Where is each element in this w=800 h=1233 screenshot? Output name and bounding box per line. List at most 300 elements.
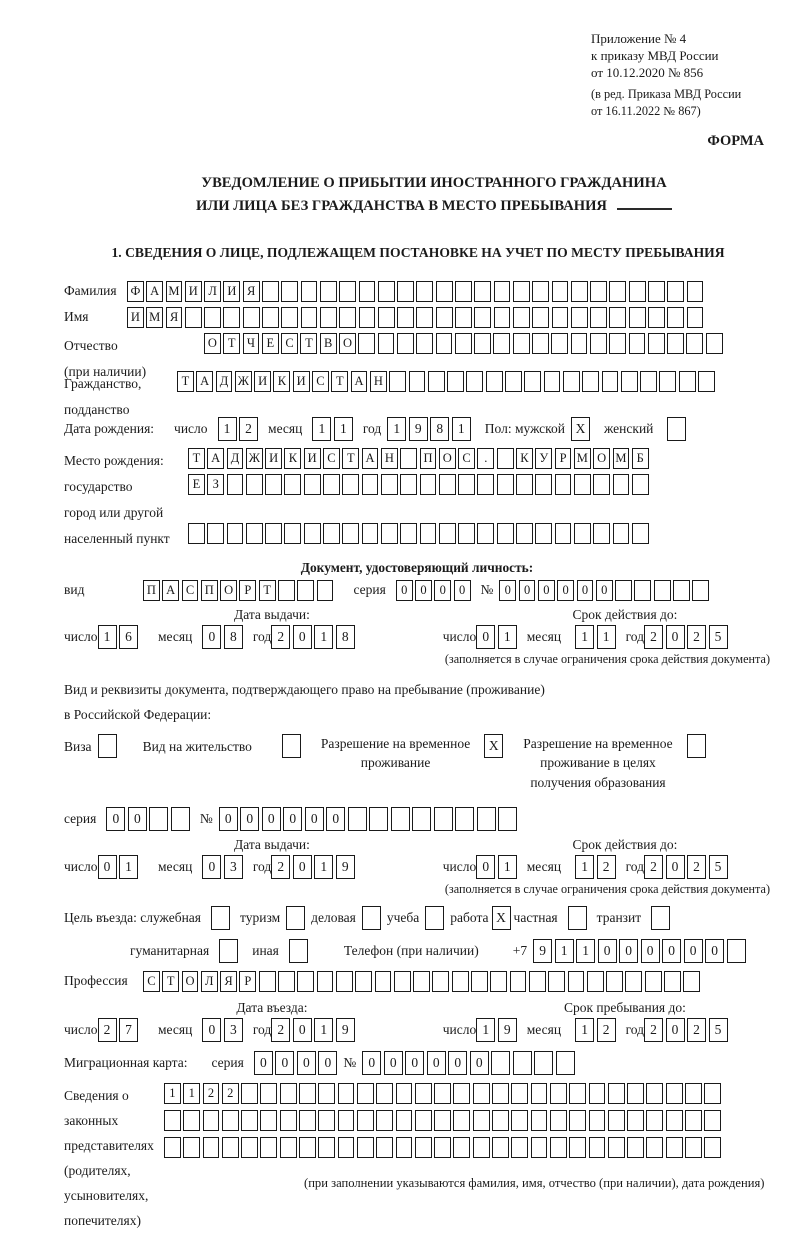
form-cell[interactable] <box>569 1137 586 1158</box>
form-cell[interactable]: 3 <box>224 1018 243 1042</box>
form-cell[interactable]: 0 <box>538 580 555 601</box>
form-cell[interactable] <box>203 1137 220 1158</box>
stay-day[interactable] <box>476 1018 517 1042</box>
form-cell[interactable]: О <box>182 971 199 992</box>
form-cell[interactable] <box>534 1051 553 1075</box>
form-cell[interactable]: 0 <box>641 939 660 963</box>
doc-expiry-month[interactable] <box>575 625 616 649</box>
form-cell[interactable] <box>646 1110 663 1131</box>
form-cell[interactable]: М <box>166 281 183 302</box>
form-cell[interactable] <box>497 523 514 544</box>
form-cell[interactable]: М <box>613 448 630 469</box>
form-cell[interactable]: И <box>304 448 321 469</box>
form-cell[interactable] <box>516 474 533 495</box>
form-cell[interactable]: О <box>204 333 221 354</box>
form-cell[interactable]: И <box>185 281 202 302</box>
form-cell[interactable] <box>436 281 453 302</box>
form-cell[interactable]: А <box>207 448 224 469</box>
form-cell[interactable]: 1 <box>218 417 237 441</box>
form-cell[interactable] <box>667 281 684 302</box>
form-cell[interactable] <box>477 807 496 831</box>
form-cell[interactable] <box>683 971 700 992</box>
form-cell[interactable] <box>317 580 334 601</box>
form-cell[interactable] <box>338 1110 355 1131</box>
form-cell[interactable]: Б <box>632 448 649 469</box>
form-cell[interactable]: 1 <box>575 1018 594 1042</box>
form-cell[interactable] <box>241 1083 258 1104</box>
form-cell[interactable]: 0 <box>434 580 451 601</box>
form-cell[interactable] <box>222 1137 239 1158</box>
form-cell[interactable] <box>555 474 572 495</box>
birthplace-row3-input[interactable] <box>188 523 649 544</box>
form-cell[interactable] <box>513 281 530 302</box>
form-cell[interactable] <box>227 523 244 544</box>
form-cell[interactable] <box>185 307 202 328</box>
form-cell[interactable] <box>259 971 276 992</box>
form-cell[interactable]: 0 <box>275 1051 294 1075</box>
form-cell[interactable]: 1 <box>314 1018 333 1042</box>
form-cell[interactable] <box>563 371 580 392</box>
form-cell[interactable] <box>609 333 626 354</box>
form-cell[interactable] <box>667 307 684 328</box>
purpose-work-checkbox[interactable] <box>492 906 511 930</box>
form-cell[interactable]: 0 <box>499 580 516 601</box>
form-cell[interactable]: 1 <box>452 417 471 441</box>
form-cell[interactable] <box>552 307 569 328</box>
form-cell[interactable]: С <box>312 371 329 392</box>
form-cell[interactable] <box>666 1110 683 1131</box>
form-cell[interactable]: 0 <box>293 855 312 879</box>
representatives-row1-input[interactable] <box>164 1083 764 1104</box>
form-cell[interactable]: 1 <box>312 417 331 441</box>
profession-input[interactable] <box>143 971 700 992</box>
form-cell[interactable]: . <box>477 448 494 469</box>
form-cell[interactable]: 0 <box>254 1051 273 1075</box>
form-cell[interactable] <box>280 1137 297 1158</box>
form-cell[interactable]: К <box>516 448 533 469</box>
form-cell[interactable] <box>651 906 670 930</box>
form-cell[interactable] <box>513 333 530 354</box>
doc-issue-month[interactable] <box>202 625 243 649</box>
form-cell[interactable] <box>223 307 240 328</box>
form-cell[interactable] <box>466 371 483 392</box>
form-cell[interactable] <box>439 474 456 495</box>
form-cell[interactable] <box>452 971 469 992</box>
form-cell[interactable] <box>673 580 690 601</box>
form-cell[interactable] <box>397 281 414 302</box>
form-cell[interactable] <box>282 734 301 758</box>
form-cell[interactable] <box>550 1137 567 1158</box>
form-cell[interactable] <box>531 1083 548 1104</box>
form-cell[interactable] <box>98 734 117 758</box>
form-cell[interactable]: А <box>162 580 179 601</box>
form-cell[interactable] <box>648 307 665 328</box>
form-cell[interactable] <box>589 1137 606 1158</box>
form-cell[interactable] <box>474 307 491 328</box>
entry-month[interactable] <box>202 1018 243 1042</box>
form-cell[interactable] <box>415 1110 432 1131</box>
form-cell[interactable]: 7 <box>119 1018 138 1042</box>
form-cell[interactable] <box>357 1083 374 1104</box>
doc-issue-year[interactable] <box>271 625 355 649</box>
form-cell[interactable] <box>455 281 472 302</box>
form-cell[interactable]: 0 <box>98 855 117 879</box>
form-cell[interactable]: 1 <box>387 417 406 441</box>
form-cell[interactable] <box>376 1137 393 1158</box>
form-cell[interactable] <box>455 333 472 354</box>
entry-day[interactable] <box>98 1018 139 1042</box>
form-cell[interactable]: 8 <box>336 625 355 649</box>
form-cell[interactable]: 0 <box>619 939 638 963</box>
form-cell[interactable]: 0 <box>305 807 324 831</box>
form-cell[interactable] <box>260 1137 277 1158</box>
form-cell[interactable] <box>511 1110 528 1131</box>
form-cell[interactable] <box>593 474 610 495</box>
form-cell[interactable] <box>357 1110 374 1131</box>
form-cell[interactable] <box>262 281 279 302</box>
form-cell[interactable] <box>339 307 356 328</box>
form-cell[interactable]: 0 <box>405 1051 424 1075</box>
form-cell[interactable] <box>569 1110 586 1131</box>
form-cell[interactable]: 0 <box>202 1018 221 1042</box>
permit-expiry-day[interactable] <box>476 855 517 879</box>
form-cell[interactable] <box>511 1083 528 1104</box>
form-cell[interactable]: Н <box>370 371 387 392</box>
form-cell[interactable]: 0 <box>662 939 681 963</box>
form-cell[interactable]: А <box>146 281 163 302</box>
form-cell[interactable] <box>286 906 305 930</box>
form-cell[interactable]: 2 <box>597 1018 616 1042</box>
purpose-humanitarian-checkbox[interactable] <box>219 939 238 963</box>
form-cell[interactable] <box>378 333 395 354</box>
surname-input[interactable] <box>127 281 703 302</box>
form-cell[interactable] <box>416 333 433 354</box>
permit-number-input[interactable] <box>219 807 518 831</box>
purpose-other-checkbox[interactable] <box>289 939 308 963</box>
form-cell[interactable]: Д <box>227 448 244 469</box>
form-cell[interactable] <box>323 523 340 544</box>
form-cell[interactable]: Ж <box>246 448 263 469</box>
doc-type-input[interactable] <box>143 580 333 601</box>
form-cell[interactable]: С <box>182 580 199 601</box>
form-cell[interactable] <box>336 971 353 992</box>
form-cell[interactable] <box>299 1110 316 1131</box>
form-cell[interactable]: 2 <box>222 1083 239 1104</box>
form-cell[interactable]: С <box>281 333 298 354</box>
form-cell[interactable] <box>632 523 649 544</box>
form-cell[interactable]: 1 <box>575 625 594 649</box>
form-cell[interactable] <box>625 971 642 992</box>
form-cell[interactable]: 5 <box>709 855 728 879</box>
form-cell[interactable] <box>629 281 646 302</box>
form-cell[interactable] <box>486 371 503 392</box>
form-cell[interactable]: А <box>362 448 379 469</box>
form-cell[interactable] <box>434 1137 451 1158</box>
stay-year[interactable] <box>644 1018 728 1042</box>
purpose-business-checkbox[interactable] <box>362 906 381 930</box>
form-cell[interactable] <box>320 307 337 328</box>
form-cell[interactable] <box>609 307 626 328</box>
form-cell[interactable] <box>412 807 431 831</box>
form-cell[interactable] <box>582 371 599 392</box>
form-cell[interactable]: Т <box>300 333 317 354</box>
form-cell[interactable]: 0 <box>219 807 238 831</box>
form-cell[interactable] <box>339 281 356 302</box>
form-cell[interactable] <box>246 474 263 495</box>
form-cell[interactable] <box>477 523 494 544</box>
form-cell[interactable]: 2 <box>687 855 706 879</box>
form-cell[interactable] <box>568 906 587 930</box>
form-cell[interactable] <box>428 371 445 392</box>
form-cell[interactable]: 0 <box>577 580 594 601</box>
form-cell[interactable]: 1 <box>314 625 333 649</box>
form-cell[interactable] <box>299 1083 316 1104</box>
form-cell[interactable]: 0 <box>396 580 413 601</box>
form-cell[interactable] <box>318 1137 335 1158</box>
form-cell[interactable] <box>532 333 549 354</box>
form-cell[interactable] <box>439 523 456 544</box>
form-cell[interactable] <box>262 307 279 328</box>
form-cell[interactable] <box>589 1083 606 1104</box>
form-cell[interactable] <box>265 474 282 495</box>
form-cell[interactable] <box>183 1110 200 1131</box>
entry-year[interactable] <box>271 1018 355 1042</box>
form-cell[interactable]: Ф <box>127 281 144 302</box>
migcard-number-input[interactable] <box>362 1051 575 1075</box>
form-cell[interactable]: 0 <box>684 939 703 963</box>
form-cell[interactable] <box>211 906 230 930</box>
form-cell[interactable]: И <box>293 371 310 392</box>
form-cell[interactable] <box>394 971 411 992</box>
form-cell[interactable] <box>531 1137 548 1158</box>
form-cell[interactable] <box>589 1110 606 1131</box>
form-cell[interactable] <box>571 281 588 302</box>
stay-month[interactable] <box>575 1018 616 1042</box>
form-cell[interactable] <box>473 1083 490 1104</box>
form-cell[interactable] <box>629 333 646 354</box>
purpose-study-checkbox[interactable] <box>425 906 444 930</box>
form-cell[interactable]: 2 <box>644 625 663 649</box>
purpose-private-checkbox[interactable] <box>568 906 587 930</box>
form-cell[interactable] <box>436 333 453 354</box>
form-cell[interactable] <box>436 307 453 328</box>
form-cell[interactable]: 0 <box>666 1018 685 1042</box>
form-cell[interactable]: К <box>284 448 301 469</box>
form-cell[interactable] <box>204 307 221 328</box>
form-cell[interactable] <box>692 580 709 601</box>
birth-day-input[interactable] <box>218 417 259 441</box>
form-cell[interactable] <box>260 1083 277 1104</box>
form-cell[interactable] <box>381 523 398 544</box>
form-cell[interactable] <box>416 307 433 328</box>
form-cell[interactable] <box>498 807 517 831</box>
form-cell[interactable]: 0 <box>362 1051 381 1075</box>
form-cell[interactable]: 1 <box>334 417 353 441</box>
form-cell[interactable]: Т <box>331 371 348 392</box>
form-cell[interactable] <box>342 474 359 495</box>
form-cell[interactable] <box>359 307 376 328</box>
form-cell[interactable] <box>648 333 665 354</box>
form-cell[interactable] <box>400 474 417 495</box>
form-cell[interactable] <box>552 281 569 302</box>
form-cell[interactable] <box>301 307 318 328</box>
form-cell[interactable] <box>297 580 314 601</box>
form-cell[interactable]: Е <box>262 333 279 354</box>
form-cell[interactable] <box>473 1110 490 1131</box>
form-cell[interactable] <box>362 906 381 930</box>
form-cell[interactable]: О <box>339 333 356 354</box>
form-cell[interactable]: И <box>127 307 144 328</box>
form-cell[interactable]: 1 <box>98 625 117 649</box>
birth-year-input[interactable] <box>387 417 471 441</box>
form-cell[interactable]: З <box>207 474 224 495</box>
form-cell[interactable]: Ж <box>235 371 252 392</box>
form-cell[interactable]: 9 <box>409 417 428 441</box>
form-cell[interactable] <box>378 281 395 302</box>
form-cell[interactable] <box>574 523 591 544</box>
form-cell[interactable] <box>608 1110 625 1131</box>
form-cell[interactable] <box>381 474 398 495</box>
form-cell[interactable]: 1 <box>476 1018 495 1042</box>
form-cell[interactable] <box>342 523 359 544</box>
form-cell[interactable] <box>301 281 318 302</box>
form-cell[interactable]: 1 <box>555 939 574 963</box>
form-cell[interactable] <box>511 1137 528 1158</box>
representatives-row3-input[interactable] <box>164 1137 764 1158</box>
form-cell[interactable] <box>686 333 703 354</box>
form-cell[interactable] <box>362 523 379 544</box>
form-cell[interactable] <box>453 1110 470 1131</box>
form-cell[interactable] <box>455 807 474 831</box>
form-cell[interactable]: 3 <box>224 855 243 879</box>
form-cell[interactable] <box>243 307 260 328</box>
form-cell[interactable]: И <box>265 448 282 469</box>
form-cell[interactable]: 1 <box>575 855 594 879</box>
form-cell[interactable] <box>590 333 607 354</box>
form-cell[interactable]: О <box>593 448 610 469</box>
form-cell[interactable] <box>281 307 298 328</box>
form-cell[interactable]: Я <box>220 971 237 992</box>
form-cell[interactable] <box>544 371 561 392</box>
form-cell[interactable] <box>425 906 444 930</box>
form-cell[interactable] <box>685 1110 702 1131</box>
form-cell[interactable] <box>664 971 681 992</box>
form-cell[interactable] <box>548 971 565 992</box>
form-cell[interactable] <box>613 474 630 495</box>
form-cell[interactable]: 0 <box>476 625 495 649</box>
temp-residence-checkbox[interactable] <box>484 734 503 758</box>
form-cell[interactable] <box>613 523 630 544</box>
form-cell[interactable] <box>413 971 430 992</box>
form-cell[interactable] <box>458 474 475 495</box>
form-cell[interactable] <box>492 1083 509 1104</box>
form-cell[interactable]: 0 <box>202 855 221 879</box>
form-cell[interactable] <box>323 474 340 495</box>
form-cell[interactable] <box>490 971 507 992</box>
form-cell[interactable]: Т <box>342 448 359 469</box>
form-cell[interactable] <box>477 474 494 495</box>
form-cell[interactable] <box>455 307 472 328</box>
form-cell[interactable] <box>494 281 511 302</box>
form-cell[interactable]: 9 <box>533 939 552 963</box>
form-cell[interactable]: И <box>223 281 240 302</box>
form-cell[interactable]: Т <box>223 333 240 354</box>
doc-number-input[interactable] <box>499 580 709 601</box>
form-cell[interactable] <box>164 1137 181 1158</box>
form-cell[interactable] <box>400 448 417 469</box>
form-cell[interactable] <box>447 371 464 392</box>
form-cell[interactable] <box>535 474 552 495</box>
form-cell[interactable]: П <box>420 448 437 469</box>
form-cell[interactable] <box>338 1137 355 1158</box>
form-cell[interactable]: У <box>535 448 552 469</box>
form-cell[interactable] <box>513 1051 532 1075</box>
form-cell[interactable]: 1 <box>119 855 138 879</box>
sex-male-checkbox[interactable] <box>571 417 590 441</box>
form-cell[interactable]: 0 <box>705 939 724 963</box>
form-cell[interactable]: 2 <box>271 855 290 879</box>
visa-checkbox[interactable] <box>98 734 117 758</box>
form-cell[interactable] <box>415 1083 432 1104</box>
form-cell[interactable] <box>359 281 376 302</box>
form-cell[interactable] <box>687 281 704 302</box>
form-cell[interactable] <box>532 281 549 302</box>
form-cell[interactable] <box>397 333 414 354</box>
form-cell[interactable]: 0 <box>596 580 613 601</box>
form-cell[interactable] <box>497 448 514 469</box>
form-cell[interactable] <box>659 371 676 392</box>
form-cell[interactable] <box>362 474 379 495</box>
form-cell[interactable] <box>615 580 632 601</box>
form-cell[interactable] <box>453 1137 470 1158</box>
form-cell[interactable]: И <box>254 371 271 392</box>
form-cell[interactable]: 9 <box>498 1018 517 1042</box>
form-cell[interactable] <box>297 971 314 992</box>
form-cell[interactable] <box>434 807 453 831</box>
form-cell[interactable] <box>492 1110 509 1131</box>
form-cell[interactable] <box>358 333 375 354</box>
form-cell[interactable] <box>396 1110 413 1131</box>
form-cell[interactable]: 5 <box>709 625 728 649</box>
form-cell[interactable]: 1 <box>597 625 616 649</box>
form-cell[interactable] <box>241 1137 258 1158</box>
form-cell[interactable]: М <box>574 448 591 469</box>
form-cell[interactable] <box>687 734 706 758</box>
form-cell[interactable]: 6 <box>119 625 138 649</box>
form-cell[interactable] <box>491 1051 510 1075</box>
form-cell[interactable]: Я <box>166 307 183 328</box>
form-cell[interactable] <box>516 523 533 544</box>
form-cell[interactable] <box>281 281 298 302</box>
form-cell[interactable] <box>164 1110 181 1131</box>
form-cell[interactable] <box>535 523 552 544</box>
form-cell[interactable] <box>685 1083 702 1104</box>
form-cell[interactable]: О <box>220 580 237 601</box>
form-cell[interactable] <box>698 371 715 392</box>
form-cell[interactable] <box>400 523 417 544</box>
form-cell[interactable] <box>246 523 263 544</box>
form-cell[interactable]: М <box>146 307 163 328</box>
form-cell[interactable]: 1 <box>576 939 595 963</box>
form-cell[interactable]: 9 <box>336 855 355 879</box>
form-cell[interactable] <box>571 307 588 328</box>
form-cell[interactable] <box>453 1083 470 1104</box>
form-cell[interactable] <box>632 474 649 495</box>
form-cell[interactable]: 0 <box>519 580 536 601</box>
form-cell[interactable]: 8 <box>430 417 449 441</box>
form-cell[interactable] <box>203 1110 220 1131</box>
form-cell[interactable]: X <box>492 906 511 930</box>
